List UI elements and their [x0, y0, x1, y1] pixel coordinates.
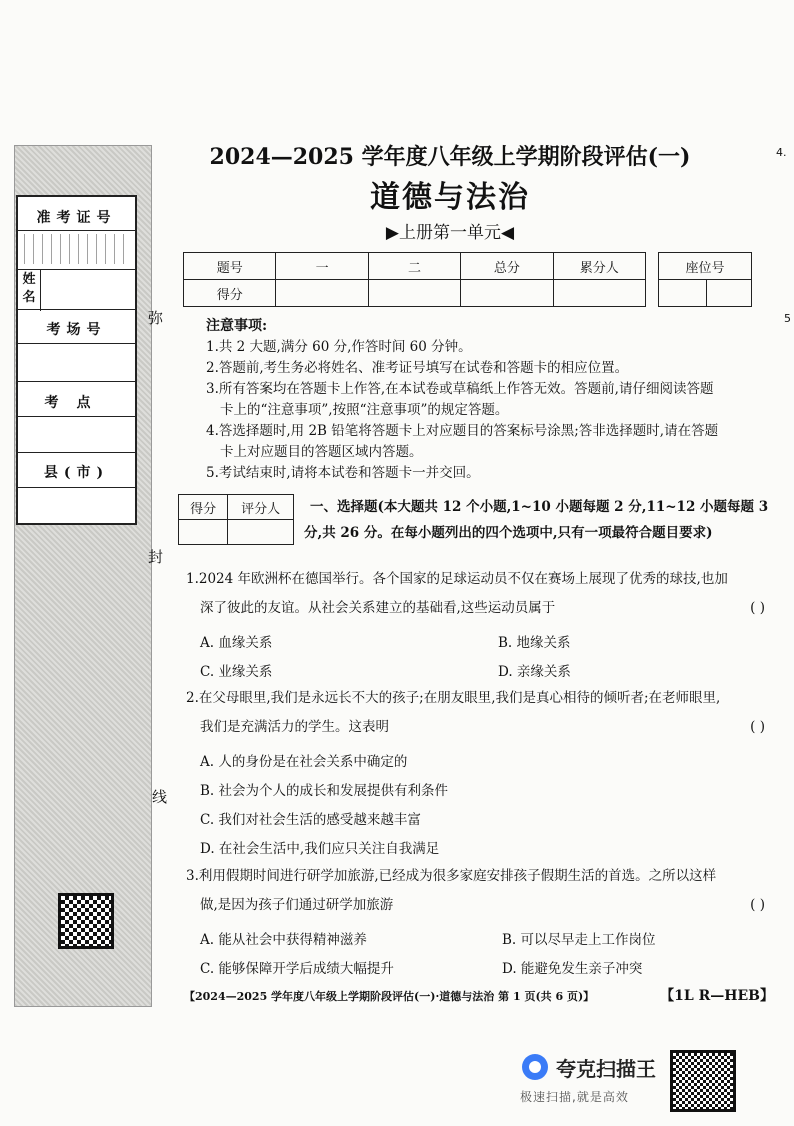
scanner-logo-icon	[520, 1052, 550, 1082]
question-text: 做,是因为孩子们通过研学加旅游	[200, 897, 394, 913]
unit-label: ▶上册第一单元◀	[385, 223, 515, 243]
notice-item: 3.所有答案均在答题卡上作答,在本试卷或草稿纸上作答无效。答题前,请仔细阅读答题	[206, 381, 714, 397]
seat-cell[interactable]	[659, 280, 707, 307]
grader-name-label: 评分人	[228, 495, 294, 520]
county-label: 县(市)	[43, 465, 110, 481]
option-a: A. 能从社会中获得精神滋养	[200, 932, 367, 948]
name-field[interactable]	[40, 269, 135, 309]
grader-score-cell[interactable]	[179, 520, 228, 545]
notice-item: 卡上的“注意事项”,按照“注意事项”的规定答题。	[220, 402, 509, 418]
notice-heading: 注意事项:	[206, 318, 268, 334]
seal-mark-mi: 弥	[148, 309, 164, 327]
option-b: B. 可以尽早走上工作岗位	[502, 932, 656, 948]
question-3	[186, 862, 771, 920]
room-label: 考场号	[46, 322, 107, 338]
margin-number: 4.	[776, 146, 787, 159]
section-heading-line: 分,共 26 分。在每小题列出的四个选项中,只有一项最符合题目要求)	[304, 525, 713, 541]
site-label: 考点	[44, 395, 109, 411]
student-info-box	[16, 195, 137, 525]
answer-blank[interactable]: ( )	[750, 719, 765, 735]
option-a: A. 血缘关系	[200, 635, 273, 651]
seat-cell[interactable]	[707, 280, 752, 307]
notice-item: 5.考试结束时,请将本试卷和答题卡一并交回。	[206, 465, 480, 481]
exam-id-label: 准考证号	[36, 210, 117, 226]
site-field[interactable]	[18, 416, 135, 452]
notice-section	[206, 316, 766, 484]
margin-number: 5	[784, 312, 791, 325]
option-d: D. 亲缘关系	[498, 664, 571, 680]
notice-item: 2.答题前,考生务必将姓名、准考证号填写在试卷和答题卡的相应位置。	[206, 360, 629, 376]
option-c: C. 业缘关系	[200, 664, 273, 680]
seat-table	[658, 252, 752, 307]
question-2	[186, 684, 771, 742]
score-cell[interactable]	[553, 280, 645, 307]
option-c: C. 能够保障开学后成绩大幅提升	[200, 961, 394, 977]
notice-item: 1.共 2 大题,满分 60 分,作答时间 60 分钟。	[206, 339, 472, 355]
score-cell[interactable]	[276, 280, 368, 307]
score-cell[interactable]	[368, 280, 460, 307]
question-text: 1.2024 年欧洲杯在德国举行。各个国家的足球运动员不仅在赛场上展现了优秀的球技,也加	[186, 571, 728, 587]
section-heading-line: 一、选择题(本大题共 12 个小题,1~10 小题每题 2 分,11~12 小题每题 3	[310, 499, 769, 515]
grader-name-cell[interactable]	[228, 520, 294, 545]
option-d: D. 能避免发生亲子冲突	[502, 961, 643, 977]
grader-score-label: 得分	[179, 495, 228, 520]
score-table-header: 累分人	[553, 253, 645, 280]
footer-text: 【2024—2025 学年度八年级上学期阶段评估(一)·道德与法治 第 1 页(共 6 页)】	[184, 990, 595, 1003]
score-cell[interactable]	[461, 280, 553, 307]
option-d: D. 在社会生活中,我们应只关注自我满足	[200, 841, 440, 857]
question-text: 深了彼此的友谊。从社会关系建立的基础看,这些运动员属于	[200, 600, 556, 616]
option-b: B. 地缘关系	[498, 635, 571, 651]
county-field[interactable]	[18, 487, 135, 525]
answer-blank[interactable]: ( )	[750, 600, 765, 616]
score-table-header: 题号	[184, 253, 276, 280]
scanner-slogan: 极速扫描,就是高效	[520, 1090, 629, 1104]
option-b: B. 社会为个人的成长和发展提供有利条件	[200, 783, 449, 799]
seal-mark-xian: 线	[152, 788, 168, 806]
score-table	[183, 252, 646, 307]
room-field[interactable]	[18, 343, 135, 381]
option-c: C. 我们对社会生活的感受越来越丰富	[200, 812, 421, 828]
question-text: 2.在父母眼里,我们是永远长不大的孩子;在朋友眼里,我们是真心相待的倾听者;在老师眼里,	[186, 690, 721, 706]
paper-code: 【1L R—HEB】	[660, 988, 774, 1004]
scanner-watermark	[520, 1052, 656, 1105]
answer-blank[interactable]: ( )	[750, 897, 765, 913]
page-footer	[184, 988, 774, 1004]
section-heading	[304, 494, 770, 546]
grader-table	[178, 494, 294, 545]
exam-id-grid	[24, 234, 129, 264]
name-label: 姓名	[18, 269, 41, 311]
scanner-name: 夸克扫描王	[556, 1056, 656, 1081]
score-table-header: 一	[276, 253, 368, 280]
option-a: A. 人的身份是在社会关系中确定的	[200, 754, 408, 770]
subject-title: 道德与法治	[370, 180, 530, 215]
exam-title: 2024—2025 学年度八年级上学期阶段评估(一)	[209, 144, 691, 170]
question-text: 3.利用假期时间进行研学加旅游,已经成为很多家庭安排孩子假期生活的首选。之所以这样	[186, 868, 717, 884]
question-text: 我们是充满活力的学生。这表明	[200, 719, 389, 735]
score-table-row-label: 得分	[184, 280, 276, 307]
seal-mark-feng: 封	[148, 548, 164, 566]
question-1	[186, 565, 771, 623]
notice-item: 卡上对应题目的答题区域内答题。	[220, 444, 423, 460]
score-table-header: 二	[368, 253, 460, 280]
seat-label: 座位号	[659, 253, 752, 280]
qr-code-left	[58, 893, 114, 949]
qr-code-watermark	[670, 1050, 736, 1112]
score-table-header: 总分	[461, 253, 553, 280]
notice-item: 4.答选择题时,用 2B 铅笔将答题卡上对应题目的答案标号涂黑;答非选择题时,请在答题	[206, 423, 719, 439]
